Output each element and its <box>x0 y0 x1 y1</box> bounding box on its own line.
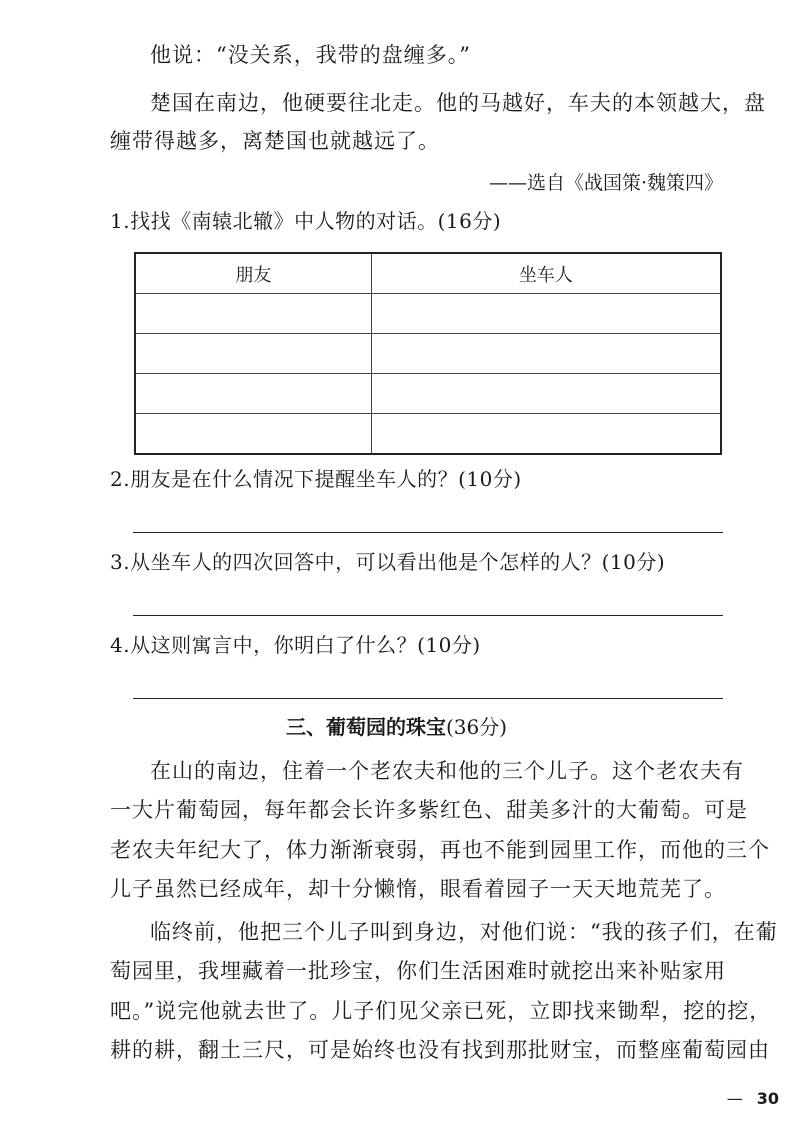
story-line-2: 一大片葡萄园，每年都会长许多紫红色、甜美多汁的大葡萄。可是 <box>110 798 748 822</box>
dialogue-table <box>134 252 722 455</box>
passage-line-2: 楚国在南边，他硬要往北走。他的马越好，车夫的本领越大，盘 <box>150 91 766 115</box>
story-line-8: 耕的耕，翻土三尺，可是始终也没有找到那批财宝，而整座葡萄园由 <box>110 1038 770 1062</box>
passage-source: ——选自《战国策·魏策四》 <box>488 172 723 194</box>
answer-cell-rider-1[interactable] <box>371 294 721 334</box>
story-line-7: 吧。”说完他就去世了。儿子们见父亲已死，立即找来锄犁，挖的挖， <box>110 999 772 1023</box>
answer-cell-friend-3[interactable] <box>135 374 371 414</box>
answer-cell-friend-1[interactable] <box>135 294 371 334</box>
section-3-score: (36分) <box>445 715 508 739</box>
story-line-5: 临终前，他把三个儿子叫到身边，对他们说：“我的孩子们，在葡 <box>150 920 778 944</box>
section-3-title <box>0 712 793 742</box>
page-number-value: 30 <box>756 1089 779 1108</box>
answer-cell-friend-2[interactable] <box>135 334 371 374</box>
section-3-title-text: 三、葡萄园的珠宝 <box>285 715 446 739</box>
table-row <box>135 414 721 455</box>
header-friend: 朋友 <box>135 253 371 294</box>
answer-cell-friend-4[interactable] <box>135 414 371 455</box>
answer-line-4[interactable] <box>133 698 723 699</box>
answer-cell-rider-2[interactable] <box>371 334 721 374</box>
question-1: 1.找找《南辕北辙》中人物的对话。(16分) <box>110 209 502 233</box>
story-line-1: 在山的南边，住着一个老农夫和他的三个儿子。这个老农夫有 <box>150 759 744 783</box>
answer-cell-rider-4[interactable] <box>371 414 721 455</box>
table-row <box>135 294 721 334</box>
answer-cell-rider-3[interactable] <box>371 374 721 414</box>
question-3: 3.从坐车人的四次回答中，可以看出他是个怎样的人？(10分) <box>110 550 666 574</box>
story-line-3: 老农夫年纪大了，体力渐渐衰弱，再也不能到园里工作，而他的三个 <box>110 838 770 862</box>
table-header-row <box>135 253 721 294</box>
answer-line-3[interactable] <box>133 615 723 616</box>
page-number-dash: — <box>726 1089 743 1108</box>
question-4: 4.从这则寓言中，你明白了什么？(10分) <box>110 633 481 657</box>
passage-line-1: 他说：“没关系，我带的盘缠多。” <box>150 43 471 67</box>
answer-line-2[interactable] <box>133 532 723 533</box>
question-2: 2.朋友是在什么情况下提醒坐车人的？(10分) <box>110 467 522 491</box>
table-row <box>135 374 721 414</box>
story-line-6: 萄园里，我埋藏着一批珍宝，你们生活困难时就挖出来补贴家用 <box>110 959 726 983</box>
passage-line-3: 缠带得越多，离楚国也就越远了。 <box>110 129 440 153</box>
table-row <box>135 334 721 374</box>
story-line-4: 儿子虽然已经成年，却十分懒惰，眼看着园子一天天地荒芜了。 <box>110 877 726 901</box>
page-number <box>727 1089 779 1108</box>
header-rider: 坐车人 <box>371 253 721 294</box>
